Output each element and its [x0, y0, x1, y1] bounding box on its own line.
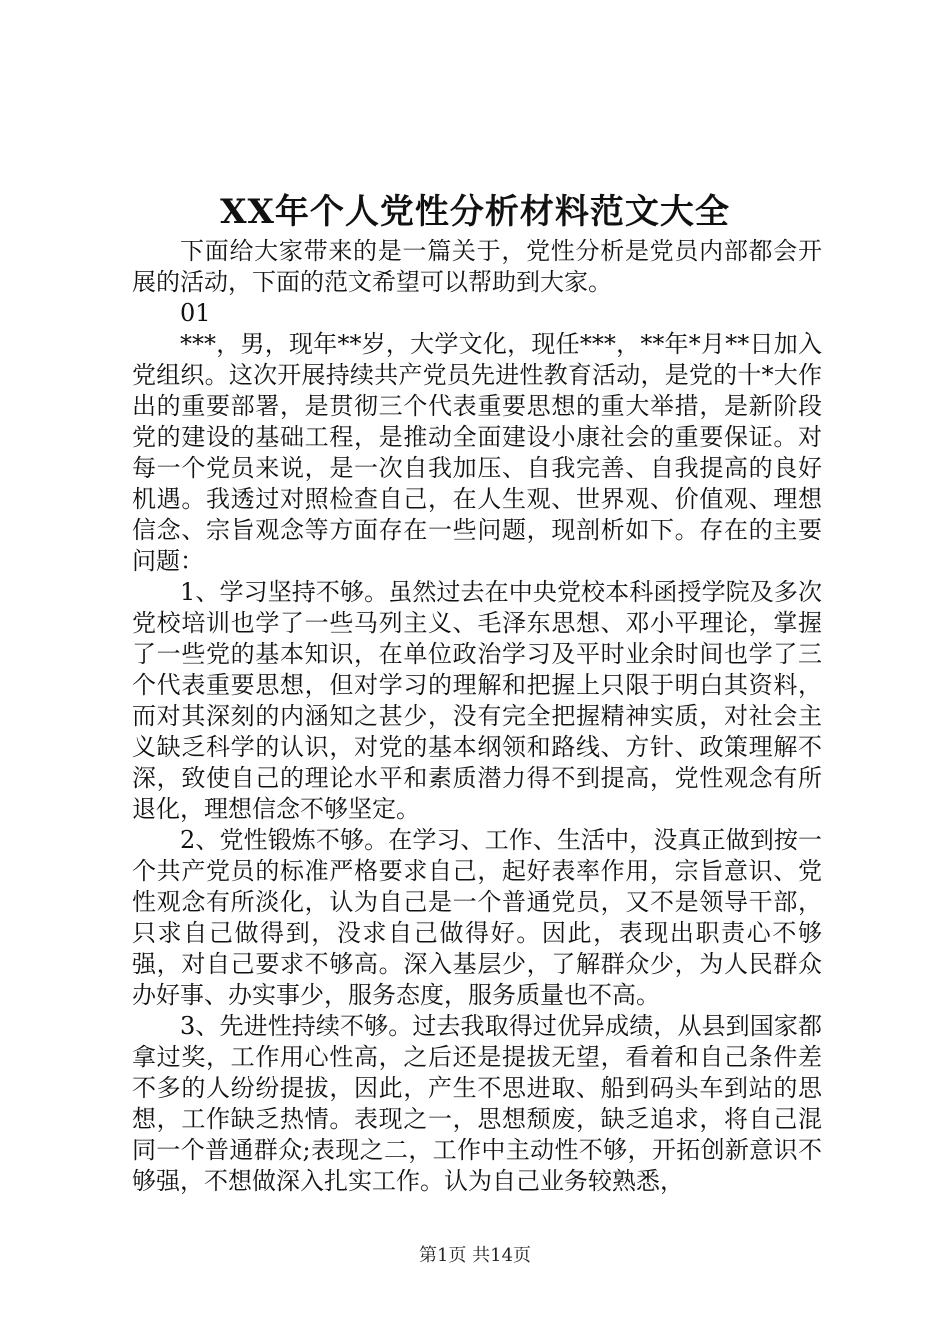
body-paragraph: 1、学习坚持不够。虽然过去在中央党校本科函授学院及多次党校培训也学了一些马列主义、毛泽东思想、邓小平理论，掌握了一些党的基本知识，在单位政治学习及平时业余时间也学了三个代表重要思想，但对学习的理解和把握上只限于明白其资料，而对其深刻的内涵知之甚少，没有完全把握精神实质，对社会主义缺乏科学的认识，对党的基本纲领和路线、方针、政策理解不深，致使自己的理论水平和素质潜力得不到提高，党性观念有所退化，理想信念不够坚定。 [132, 578, 822, 823]
body-paragraph: 3、先进性持续不够。过去我取得过优异成绩，从县到国家都拿过奖，工作用心性高，之后还是提拔无望，看着和自己条件差不多的人纷纷提拔，因此，产生不思进取、船到码头车到站的思想，工作缺乏热情。表现之一，思想颓废，缺乏追求，将自己混同一个普通群众;表现之二，工作中主动性不够，开拓创新意识不够强，不想做深入扎实工作。认为自己业务较熟悉， [132, 1012, 822, 1195]
intro-paragraph: 下面给大家带来的是一篇关于，党性分析是党员内部都会开展的活动，下面的范文希望可以帮助到大家。 [132, 237, 822, 296]
page-footer: 第1页 共14页 [418, 1245, 532, 1266]
body-paragraph: ***，男，现年**岁，大学文化，现任***，**年*月**日加入党组织。这次开展持续共产党员先进性教育活动，是党的十*大作出的重要部署，是贯彻三个代表重要思想的重大举措，是新阶段党的建设的基础工程，是推动全面建设小康社会的重要保证。对每一个党员来说，是一次自我加压、自我完善、自我提高的良好机遇。我透过对照检查自己，在人生观、世界观、价值观、理想信念、宗旨观念等方面存在一些问题，现剖析如下。存在的主要问题： [132, 330, 822, 575]
section-number: 01 [180, 299, 211, 327]
body-paragraph: 2、党性锻炼不够。在学习、工作、生活中，没真正做到按一个共产党员的标准严格要求自己，起好表率作用，宗旨意识、党性观念有所淡化，认为自己是一个普通党员，又不是领导干部，只求自己做得到，没求自己做得好。因此，表现出职责心不够强，对自己要求不够高。深入基层少，了解群众少，为人民群众办好事、办实事少，服务态度，服务质量也不高。 [132, 826, 822, 1009]
document-title: XX年个人党性分析材料范文大全 [220, 192, 730, 232]
document-body [132, 236, 822, 1197]
